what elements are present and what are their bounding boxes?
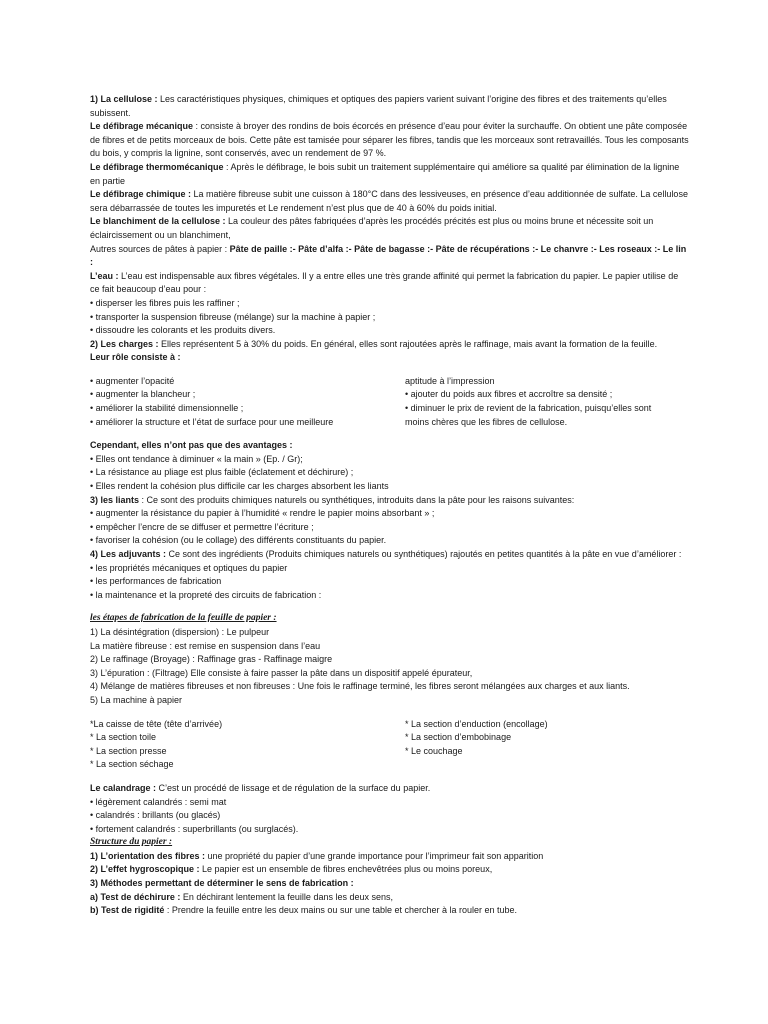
- spacer: [90, 772, 690, 782]
- heading-structure: Structure du papier :: [90, 837, 173, 848]
- list-item: • augmenter la blancheur ;: [90, 389, 196, 400]
- paragraph-test-rigidite: [90, 904, 690, 918]
- list-item: moins chères que les fibres de cellulose.: [405, 416, 568, 427]
- text-orientation: une propriété du papier d’une grande importance pour l’imprimeur fait son apparition: [205, 850, 544, 861]
- paragraph-autres-sources: [90, 243, 690, 270]
- list-item: 1) La désintégration (dispersion) : Le pulpeur: [90, 626, 270, 637]
- list-item: • fortement calandrés : superbrillants (ou surglacés).: [90, 823, 299, 834]
- heading-test-dechirure: a) Test de déchirure :: [90, 891, 181, 902]
- list-item: • diminuer le prix de revient de la fabrication, puisqu’elles sont: [405, 403, 652, 414]
- heading-defibrage-mecanique: Le défibrage mécanique: [90, 121, 194, 132]
- list-item: • les propriétés mécaniques et optiques du papier: [90, 562, 288, 573]
- list-item: • La résistance au pliage est plus faible (éclatement et déchirure) ;: [90, 467, 354, 478]
- text-blanchiment: La couleur des pâtes fabriquées d’après les procédés précités est plus ou moins brune et nécessite soit un éclaircissement ou un blanchiment,: [90, 216, 654, 240]
- list-item: 2) Le raffinage (Broyage) : Raffinage gras - Raffinage maigre: [90, 654, 333, 665]
- heading-etapes: les étapes de fabrication de la feuille de papier :: [90, 613, 277, 624]
- document-page: [90, 93, 690, 918]
- list-item: • améliorer la structure et l’état de surface pour une meilleure: [90, 416, 334, 427]
- heading-orientation: 1) L’orientation des fibres :: [90, 850, 206, 861]
- text-test-dechirure: En déchirant lentement la feuille dans les deux sens,: [180, 891, 393, 902]
- list-item: • transporter la suspension fibreuse (mélange) sur la machine à papier ;: [90, 311, 376, 322]
- list-item: 5) La machine à papier: [90, 694, 183, 705]
- heading-calandrage: Le calandrage :: [90, 782, 157, 793]
- text-calandrage: C’est un procédé de lissage et de régulation de la surface du papier.: [156, 782, 431, 793]
- list-item: • augmenter la résistance du papier à l’humidité « rendre le papier moins absorbant » ;: [90, 508, 435, 519]
- list-item: * La section séchage: [90, 759, 174, 770]
- list-item: • légèrement calandrés : semi mat: [90, 796, 227, 807]
- machine-right-column: [405, 718, 690, 772]
- heading-avantages: Cependant, elles n’ont pas que des avantages :: [90, 440, 293, 451]
- list-item: • calandrés : brillants (ou glacés): [90, 810, 221, 821]
- heading-defibrage-thermo: Le défibrage thermomécanique: [90, 161, 224, 172]
- charges-two-column-list: [90, 375, 690, 429]
- text-test-rigidite: : Prendre la feuille entre les deux mains ou sur une table et chercher à la rouler en tube.: [164, 905, 518, 916]
- paragraph-test-dechirure: [90, 891, 690, 905]
- list-item: 3) L’épuration : (Filtrage) Elle consiste à faire passer la pâte dans un dispositif appelé épurateur,: [90, 667, 473, 678]
- list-item: • ajouter du poids aux fibres et accroître sa densité ;: [405, 389, 613, 400]
- list-item: aptitude à l’impression: [405, 375, 495, 386]
- list-item: • Elles ont tendance à diminuer « la main » (Ep. / Gr);: [90, 453, 303, 464]
- heading-defibrage-chimique: Le défibrage chimique :: [90, 189, 192, 200]
- text-autres-sources: Autres sources de pâtes à papier :: [90, 243, 230, 254]
- heading-adjuvants: 4) Les adjuvants :: [90, 549, 167, 559]
- list-item: 4) Mélange de matières fibreuses et non fibreuses : Une fois le raffinage terminé, les fibres seront mélangées aux charges et aux liants.: [90, 681, 630, 692]
- spacer: [90, 708, 690, 718]
- text-hygroscopique: Le papier est un ensemble de fibres enchevêtrées plus ou moins poreux,: [199, 864, 493, 875]
- text-cellulose: Les caractéristiques physiques, chimiques et optiques des papiers varient suivant l’origine des fibres et des traitements qu’elles subissent.: [90, 94, 667, 118]
- charges-right-column: [405, 375, 690, 429]
- text-charges: Elles représentent 5 à 30% du poids. En général, elles sont rajoutées après le raffinage, mais avant la formation de la feuille.: [158, 338, 658, 349]
- paragraph-defibrage-mecanique: [90, 120, 690, 161]
- heading-role-charges: Leur rôle consiste à :: [90, 352, 181, 363]
- list-item: *La caisse de tête (tête d’arrivée): [90, 718, 223, 729]
- spacer: [90, 365, 690, 375]
- heading-charges: 2) Les charges :: [90, 338, 159, 349]
- heading-methodes: 3) Méthodes permettant de déterminer le sens de fabrication :: [90, 878, 354, 889]
- list-item: La matière fibreuse : est remise en suspension dans l’eau: [90, 640, 321, 651]
- spacer: [90, 602, 690, 612]
- heading-liants: 3) les liants: [90, 494, 140, 505]
- text-eau: L’eau est indispensable aux fibres végétales. Il y a entre elles une très grande affinité qui permet la fabrication du papier. Le papier utilise de ce fait beaucoup d’eau pour :: [90, 270, 679, 295]
- charges-left-column: [90, 375, 405, 429]
- heading-cellulose: 1) La cellulose :: [90, 94, 158, 104]
- paragraph-calandrage: [90, 782, 690, 796]
- list-item: • améliorer la stabilité dimensionnelle ;: [90, 403, 244, 414]
- machine-sections-two-column-list: [90, 718, 690, 772]
- paragraph-eau: [90, 270, 690, 297]
- list-item: * Le couchage: [405, 745, 463, 756]
- heading-test-rigidite: b) Test de rigidité: [90, 905, 165, 916]
- list-item: • les performances de fabrication: [90, 576, 222, 587]
- text-defibrage-mecanique: : consiste à broyer des rondins de bois écorcés en présence d’eau pour éviter la surchauffe. On obtient une pâte composée de fibres et de petits morceaux de bois. Cette pâte est tamisée pour séparer les fibres, tandis que les morceaux sont retravaillés. Tous les composants du bois, y compris la lignine, sont conservés, avec un rendement de 97 %.: [90, 121, 689, 159]
- paragraph-adjuvants: [90, 548, 690, 562]
- list-item: • favoriser la cohésion (ou le collage) des différents constituants du papier.: [90, 535, 387, 546]
- text-defibrage-chimique: La matière fibreuse subit une cuisson à 180°C dans des lessiveuses, en présence d’eau additionnée de sulfate. La cellulose sera débarrassée de toutes les impuretés et Le rendement n’est plus que de 40 à 60% du poids initial.: [90, 189, 688, 213]
- paragraph-charges: [90, 338, 690, 352]
- paragraph-defibrage-chimique: [90, 188, 690, 215]
- list-item: * La section presse: [90, 745, 167, 756]
- heading-eau: L’eau :: [90, 270, 119, 281]
- list-item: * La section d’embobinage: [405, 732, 512, 743]
- list-item: • disperser les fibres puis les raffiner ;: [90, 297, 240, 308]
- text-defibrage-thermo: : Après le défibrage, le bois subit un traitement supplémentaire qui améliore sa qualité par élimination de la lignine en partie: [90, 161, 680, 186]
- list-item: • empêcher l’encre de se diffuser et permettre l’écriture ;: [90, 521, 314, 532]
- machine-left-column: [90, 718, 405, 772]
- list-item: • la maintenance et la propreté des circuits de fabrication :: [90, 589, 322, 600]
- paragraph-cellulose: [90, 93, 690, 120]
- text-liants: : Ce sont des produits chimiques naturels ou synthétiques, introduits dans la pâte pour les raisons suivantes:: [139, 494, 575, 505]
- paragraph-defibrage-thermo: [90, 161, 690, 188]
- paragraph-liants: [90, 494, 690, 508]
- heading-blanchiment: Le blanchiment de la cellulose :: [90, 216, 226, 227]
- list-item: • Elles rendent la cohésion plus difficile car les charges absorbent les liants: [90, 481, 389, 492]
- spacer: [90, 429, 690, 439]
- list-item: • dissoudre les colorants et les produits divers.: [90, 325, 276, 336]
- list-item: * La section d’enduction (encollage): [405, 718, 548, 729]
- list-autres-sources: Pâte de paille :- Pâte d’alfa :- Pâte de bagasse :- Pâte de récupérations :- Le chanvre :- Les roseaux :- Le lin :: [90, 243, 687, 268]
- paragraph-orientation: [90, 850, 690, 864]
- paragraph-blanchiment: [90, 215, 690, 242]
- heading-hygroscopique: 2) L’effet hygroscopique :: [90, 864, 200, 875]
- list-item: • augmenter l’opacité: [90, 375, 175, 386]
- paragraph-hygroscopique: [90, 863, 690, 877]
- list-item: * La section toile: [90, 732, 157, 743]
- text-adjuvants: Ce sont des ingrédients (Produits chimiques naturels ou synthétiques) rajoutés en petites quantités à la pâte en vue d’améliorer :: [166, 549, 682, 559]
